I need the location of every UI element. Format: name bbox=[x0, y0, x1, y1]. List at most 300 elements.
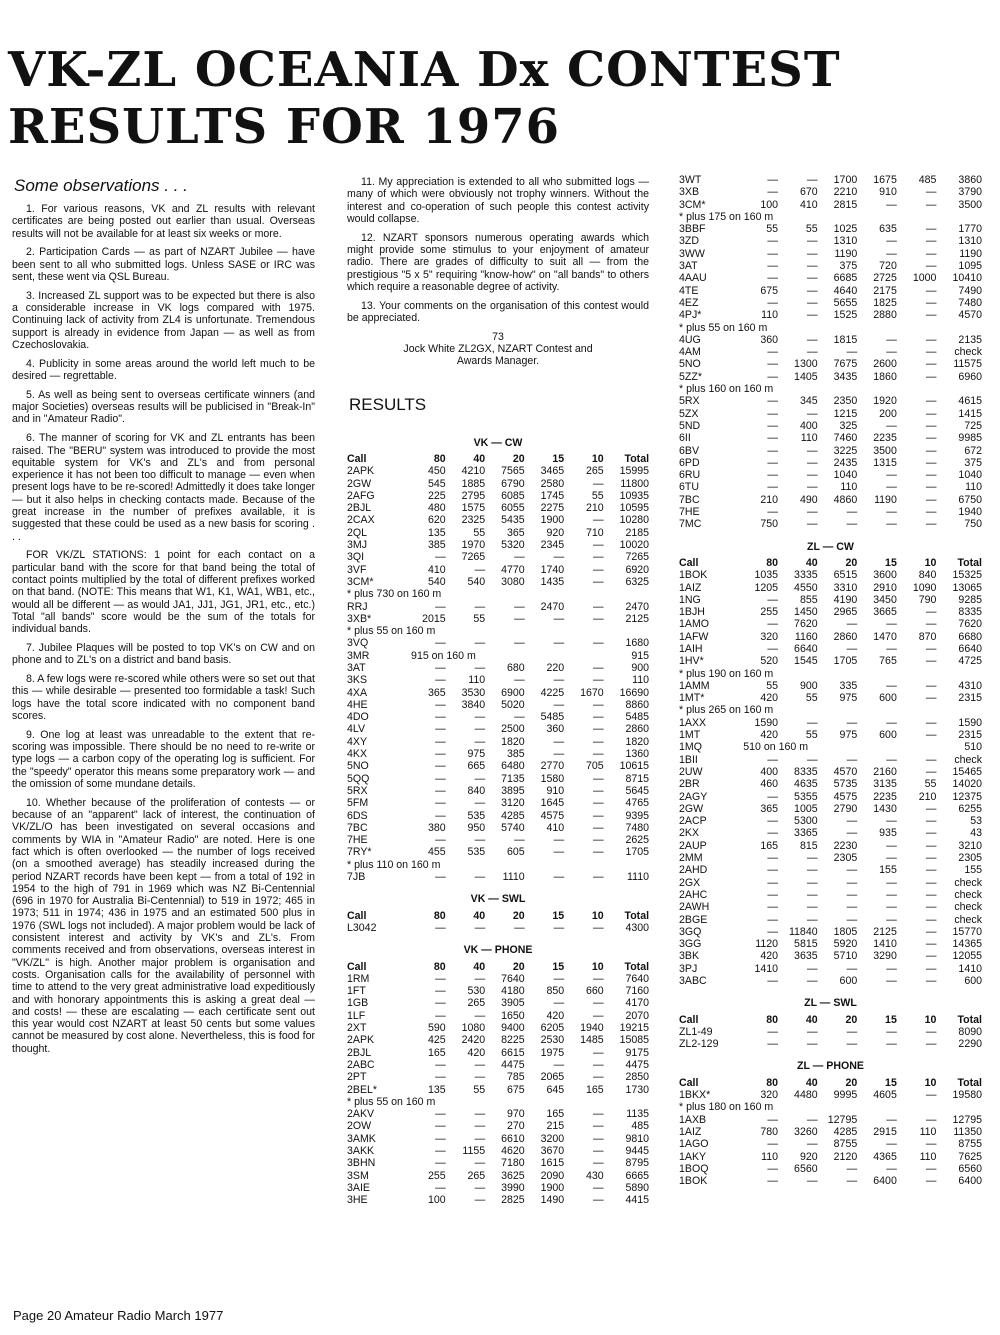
score-cell: — bbox=[514, 551, 525, 564]
table-row bbox=[347, 527, 649, 539]
vk-phone-table-continued bbox=[679, 174, 982, 531]
score-cell: 510 bbox=[964, 741, 982, 754]
score-cell: — bbox=[593, 1120, 604, 1133]
call-sign: 6DS bbox=[347, 809, 368, 822]
score-cell: 255 bbox=[760, 606, 779, 619]
score-cell: — bbox=[807, 346, 818, 359]
score-cell: 3335 bbox=[794, 569, 818, 582]
score-cell: 535 bbox=[467, 846, 486, 859]
score-cell: 6085 bbox=[501, 489, 525, 502]
score-cell: 4190 bbox=[833, 593, 858, 606]
table-row bbox=[679, 297, 982, 309]
score-cell: 5485 bbox=[540, 711, 565, 724]
score-cell: 3905 bbox=[501, 997, 525, 1010]
score-cell: 3500 bbox=[958, 198, 982, 211]
score-cell: — bbox=[925, 395, 937, 408]
call-sign: 3AMK bbox=[347, 1132, 376, 1145]
score-cell: 6900 bbox=[501, 686, 525, 699]
score-cell: — bbox=[435, 1108, 446, 1121]
score-cell: 6610 bbox=[501, 1132, 525, 1145]
table-row bbox=[347, 674, 649, 686]
score-cell: 375 bbox=[964, 456, 982, 469]
score-cell: — bbox=[807, 333, 818, 346]
score-cell: — bbox=[886, 198, 897, 211]
score-cell: — bbox=[593, 1144, 604, 1157]
score-cell: — bbox=[807, 1113, 818, 1126]
call-sign: 7MC bbox=[679, 518, 702, 531]
score-cell: 400 bbox=[760, 765, 779, 778]
score-cell: 3435 bbox=[833, 370, 858, 383]
score-cell: 780 bbox=[760, 1125, 779, 1138]
bonus-note: * plus 55 on 160 m bbox=[347, 1095, 436, 1108]
column-header: 40 bbox=[473, 452, 486, 465]
score-cell: 8225 bbox=[501, 1034, 525, 1047]
score-cell: 605 bbox=[506, 846, 525, 859]
score-cell: — bbox=[767, 1025, 779, 1038]
score-cell: — bbox=[846, 864, 858, 877]
column-header: 10 bbox=[924, 1013, 937, 1026]
call-sign: 4AAU bbox=[679, 272, 707, 285]
score-cell: — bbox=[593, 735, 604, 748]
score-cell: — bbox=[767, 593, 779, 606]
score-cell: 165 bbox=[585, 1083, 604, 1096]
table-row bbox=[679, 1114, 982, 1126]
score-cell: 3840 bbox=[461, 698, 486, 711]
score-cell: — bbox=[846, 506, 858, 519]
score-cell: 1090 bbox=[912, 581, 937, 594]
score-cell: 6640 bbox=[794, 642, 818, 655]
score-cell: — bbox=[474, 1132, 486, 1145]
score-cell: 600 bbox=[964, 975, 982, 987]
score-cell: — bbox=[925, 716, 937, 729]
signoff-line: 73 bbox=[492, 330, 504, 343]
table-row bbox=[679, 692, 982, 704]
score-cell: 5355 bbox=[794, 790, 818, 803]
score-cell: — bbox=[807, 272, 818, 285]
score-cell: — bbox=[435, 662, 446, 674]
score-cell: — bbox=[435, 723, 446, 736]
score-cell: — bbox=[925, 493, 937, 506]
call-sign: 3ABC bbox=[679, 975, 707, 987]
score-cell: — bbox=[925, 419, 937, 432]
score-cell: — bbox=[846, 827, 858, 840]
score-cell: — bbox=[474, 834, 486, 847]
score-cell: check bbox=[954, 888, 982, 901]
score-cell: — bbox=[767, 432, 779, 445]
call-sign: 7HE bbox=[347, 834, 368, 847]
score-cell: — bbox=[593, 748, 604, 761]
score-cell: — bbox=[807, 1138, 818, 1151]
score-cell: — bbox=[807, 753, 818, 766]
score-cell: 680 bbox=[506, 662, 525, 674]
score-cell: — bbox=[435, 711, 446, 724]
score-cell: 910 bbox=[546, 784, 565, 797]
score-cell: — bbox=[807, 407, 818, 420]
table-row bbox=[347, 846, 649, 858]
score-cell: 165 bbox=[428, 1046, 446, 1059]
score-cell: — bbox=[593, 1046, 604, 1059]
score-cell: 1000 bbox=[912, 272, 937, 285]
score-cell: — bbox=[807, 1175, 818, 1188]
call-sign: 2KX bbox=[679, 827, 700, 840]
score-cell: — bbox=[767, 790, 779, 803]
score-cell: 3200 bbox=[540, 1132, 565, 1145]
score-cell: 200 bbox=[879, 407, 897, 420]
score-cell: 6560 bbox=[958, 1162, 982, 1175]
call-sign: RRJ bbox=[347, 600, 368, 613]
score-cell: 7480 bbox=[958, 296, 982, 309]
score-cell: 485 bbox=[918, 174, 937, 186]
score-cell: 6400 bbox=[958, 1175, 982, 1188]
score-cell: 1190 bbox=[834, 247, 858, 260]
score-cell: — bbox=[593, 871, 604, 884]
table-row bbox=[679, 827, 982, 839]
score-cell: 4415 bbox=[625, 1194, 650, 1207]
score-cell: — bbox=[925, 753, 937, 766]
score-cell: — bbox=[925, 864, 937, 877]
score-cell: 3290 bbox=[873, 950, 897, 963]
score-cell: 5300 bbox=[794, 815, 818, 828]
score-cell: 1740 bbox=[540, 563, 565, 576]
score-cell: 5655 bbox=[833, 296, 858, 309]
column-header: 80 bbox=[433, 960, 446, 973]
score-cell: — bbox=[435, 985, 446, 998]
call-sign: 4TE bbox=[679, 284, 699, 297]
vk-phone-table bbox=[347, 944, 649, 1206]
table-row bbox=[347, 539, 649, 551]
call-sign: 1AXX bbox=[679, 716, 707, 729]
score-cell: 8755 bbox=[833, 1138, 858, 1151]
table-row bbox=[347, 1022, 649, 1034]
table-row bbox=[679, 248, 982, 260]
score-cell: 2625 bbox=[625, 834, 650, 847]
score-cell: — bbox=[886, 753, 897, 766]
score-cell: 2235 bbox=[873, 432, 897, 445]
column-header: 10 bbox=[591, 452, 604, 465]
table-row bbox=[679, 481, 982, 493]
table-row bbox=[347, 773, 649, 785]
call-sign: 1NG bbox=[679, 593, 701, 606]
score-cell: — bbox=[474, 871, 486, 884]
score-cell: 55 bbox=[473, 612, 486, 625]
score-cell: 3670 bbox=[540, 1144, 565, 1157]
score-cell: — bbox=[925, 765, 937, 778]
score-cell: 4285 bbox=[833, 1125, 858, 1138]
table-row bbox=[347, 576, 649, 588]
call-sign: 3PJ bbox=[679, 962, 698, 975]
observation-paragraph: 10. Whether because of the proliferation of contests — or because of an "apparent" lack of interest, the continuation of VK/ZL/O has been investigated on several occasions and comments by WIA in "Amateur Radio" are noted. Here is one fact which is often overlooked — the number of logs received (on a smoothed average) has steadily increased during the period NZART records have been kept — from a total of 192 in 1954 to the high of 791 in 1969 which was NZ Bi-Centennial (696 in 1970 for Australia Bi-Centennial) to 519 in 1972; 465 in 1973; 511 in 1974; 436 in 1975 and an estimated 500 plus in 1976 (SWL logs not included). A major problem would be lack of consistent interest and activity by VK's and ZL's. From comments received and from observations, overseas interest in "VK/ZL" is high. Another major problem is organisation and costs. Organisation calls for the availability of personnel with time to attend to the very great administrative load expeditiously and with honorary appointments this is asking a great deal — and costs! — these are escalating — each certificate sent out this year would cost NZART at least 50 cents but some values cannot be measured by cost alone. Nevertheless, this is food for thought. bbox=[12, 796, 315, 1055]
score-cell: 1080 bbox=[461, 1022, 486, 1035]
score-cell: 385 bbox=[428, 539, 446, 552]
score-cell: 11800 bbox=[620, 477, 650, 490]
score-cell: 215 bbox=[546, 1120, 565, 1133]
score-cell: 7160 bbox=[625, 985, 650, 998]
call-sign: 1AFW bbox=[679, 630, 709, 643]
score-cell: 1190 bbox=[959, 247, 982, 260]
score-cell: 9395 bbox=[625, 809, 650, 822]
score-cell: 15085 bbox=[619, 1034, 650, 1047]
score-cell: — bbox=[593, 921, 604, 934]
score-cell: 2210 bbox=[833, 186, 858, 199]
page-title bbox=[8, 42, 841, 156]
score-cell: — bbox=[474, 600, 486, 613]
score-cell: 4860 bbox=[833, 493, 858, 506]
bonus-note: * plus 730 on 160 m bbox=[347, 588, 442, 601]
table-row bbox=[679, 766, 982, 778]
column-header: 15 bbox=[885, 556, 897, 569]
table-row bbox=[347, 748, 649, 760]
score-cell: — bbox=[593, 551, 604, 564]
score-cell: 1300 bbox=[794, 358, 818, 371]
score-cell: 365 bbox=[428, 686, 446, 699]
table-row bbox=[347, 687, 649, 699]
call-sign: 3BK bbox=[679, 950, 700, 963]
call-sign: 4AM bbox=[679, 346, 701, 359]
bonus-note: * plus 110 on 160 m bbox=[347, 858, 441, 871]
score-cell: 1900 bbox=[540, 514, 565, 527]
score-cell: 10410 bbox=[952, 272, 982, 285]
column-header: 15 bbox=[552, 909, 565, 922]
score-cell: 410 bbox=[799, 198, 818, 211]
bonus-note: * plus 55 on 160 m bbox=[679, 321, 768, 334]
score-cell: — bbox=[767, 174, 779, 186]
score-cell: — bbox=[886, 1113, 897, 1126]
score-cell: — bbox=[593, 846, 604, 859]
score-cell: — bbox=[514, 637, 525, 650]
table-row bbox=[347, 1047, 649, 1059]
score-cell: 2230 bbox=[833, 839, 858, 852]
score-cell: 975 bbox=[839, 692, 858, 705]
call-sign: 1AMO bbox=[679, 618, 710, 631]
score-cell: 3120 bbox=[501, 797, 525, 810]
score-cell: 6615 bbox=[501, 1046, 525, 1059]
score-cell: 270 bbox=[506, 1120, 525, 1133]
table-row bbox=[679, 285, 982, 297]
call-sign: ZL1-49 bbox=[679, 1025, 713, 1038]
call-sign: 2BJL bbox=[347, 502, 372, 515]
score-cell: — bbox=[767, 456, 779, 469]
section-title: ZL — CW bbox=[807, 540, 854, 553]
score-cell: — bbox=[593, 809, 604, 822]
score-cell: — bbox=[925, 888, 937, 901]
call-sign: 5NO bbox=[347, 760, 369, 773]
score-cell: 1705 bbox=[625, 846, 650, 859]
score-cell: 3530 bbox=[461, 686, 486, 699]
table-row bbox=[679, 926, 982, 938]
score-cell: 2090 bbox=[540, 1169, 565, 1182]
score-cell: 6665 bbox=[625, 1169, 650, 1182]
call-sign: 4HE bbox=[347, 698, 368, 711]
table-row bbox=[347, 985, 649, 997]
section-title: ZL — SWL bbox=[804, 997, 857, 1010]
score-cell: check bbox=[954, 876, 982, 889]
score-cell: — bbox=[474, 637, 486, 650]
score-cell: 110 bbox=[800, 432, 818, 445]
score-cell: 4285 bbox=[501, 809, 525, 822]
score-cell: — bbox=[925, 1138, 937, 1151]
score-cell: — bbox=[886, 618, 897, 631]
call-sign: 5FM bbox=[347, 797, 369, 810]
score-cell: 11350 bbox=[953, 1125, 982, 1138]
score-cell: — bbox=[925, 950, 937, 963]
score-cell: — bbox=[593, 539, 604, 552]
score-cell: — bbox=[474, 1071, 486, 1084]
score-cell: 815 bbox=[799, 839, 818, 852]
score-cell: — bbox=[886, 716, 897, 729]
table-row bbox=[347, 871, 649, 883]
score-cell: 675 bbox=[760, 284, 779, 297]
score-cell: — bbox=[925, 876, 937, 889]
score-cell: — bbox=[846, 913, 858, 926]
score-cell: — bbox=[553, 871, 565, 884]
call-sign: 4DO bbox=[347, 711, 369, 724]
call-sign: 2BEL* bbox=[347, 1083, 378, 1096]
score-cell: 850 bbox=[546, 985, 565, 998]
call-sign: 2PT bbox=[347, 1071, 367, 1084]
score-cell: — bbox=[435, 797, 446, 810]
call-sign: 3BHN bbox=[347, 1157, 376, 1170]
section-title: VK — PHONE bbox=[463, 944, 533, 957]
score-cell: — bbox=[593, 821, 604, 834]
score-cell: 2860 bbox=[625, 723, 650, 736]
score-cell: — bbox=[925, 975, 937, 987]
observation-paragraph: 7. Jubilee Plaques will be posted to top VK's on CW and on phone and to ZL's on a district and band basis. bbox=[12, 642, 315, 667]
score-cell: 7620 bbox=[794, 618, 818, 631]
table-row bbox=[347, 1010, 649, 1022]
score-cell: 420 bbox=[546, 1009, 565, 1022]
score-cell: — bbox=[807, 174, 818, 186]
call-sign: 3MR bbox=[347, 649, 370, 662]
score-cell: — bbox=[925, 1025, 937, 1038]
score-cell: — bbox=[846, 1162, 858, 1175]
score-cell: — bbox=[925, 642, 937, 655]
score-cell: 3080 bbox=[501, 575, 525, 588]
call-sign: 3CM* bbox=[679, 198, 706, 211]
score-cell: 110 bbox=[632, 674, 650, 687]
score-cell: 7565 bbox=[501, 465, 525, 478]
score-cell: 670 bbox=[799, 186, 818, 199]
score-cell: — bbox=[474, 1108, 486, 1121]
score-cell: — bbox=[925, 223, 937, 236]
score-cell: — bbox=[435, 1058, 446, 1071]
score-cell: — bbox=[593, 784, 604, 797]
score-cell: 14020 bbox=[952, 778, 982, 791]
score-cell: 4570 bbox=[958, 309, 982, 322]
results-column bbox=[347, 176, 649, 1206]
table-row bbox=[679, 582, 982, 594]
call-sign: 1MT bbox=[679, 729, 701, 742]
score-cell: — bbox=[435, 1132, 446, 1145]
table-row bbox=[679, 1038, 982, 1050]
table-row bbox=[347, 973, 649, 985]
column-header: Total bbox=[624, 909, 650, 922]
table-row bbox=[347, 650, 649, 662]
score-cell: 345 bbox=[799, 395, 818, 408]
score-cell: 975 bbox=[839, 729, 858, 742]
table-row bbox=[679, 655, 982, 667]
score-cell: — bbox=[925, 802, 937, 815]
score-cell: 672 bbox=[964, 444, 982, 457]
score-cell: — bbox=[925, 358, 937, 371]
score-cell: 4605 bbox=[873, 1089, 897, 1102]
call-sign: L3042 bbox=[347, 921, 377, 934]
score-cell: 5320 bbox=[501, 539, 525, 552]
table-row bbox=[679, 631, 982, 643]
score-cell: — bbox=[553, 834, 565, 847]
column-header: 40 bbox=[473, 960, 486, 973]
score-cell: 1940 bbox=[580, 1022, 604, 1035]
score-cell: 2135 bbox=[958, 333, 982, 346]
call-sign: 2APK bbox=[347, 1034, 375, 1047]
call-sign: 3XB bbox=[679, 186, 700, 199]
score-cell: 110 bbox=[919, 1150, 937, 1163]
table-row bbox=[347, 736, 649, 748]
score-cell: 1815 bbox=[833, 333, 858, 346]
score-cell: — bbox=[767, 913, 779, 926]
score-cell: — bbox=[474, 1058, 486, 1071]
column-header: 10 bbox=[591, 960, 604, 973]
score-cell: — bbox=[767, 260, 779, 273]
score-cell: 840 bbox=[467, 784, 486, 797]
score-cell: 2070 bbox=[625, 1009, 650, 1022]
table-row bbox=[347, 551, 649, 563]
score-cell: 2350 bbox=[833, 395, 858, 408]
score-cell: 1675 bbox=[873, 174, 897, 186]
score-cell: — bbox=[767, 901, 779, 914]
score-cell: 3365 bbox=[794, 827, 818, 840]
score-cell: 335 bbox=[839, 679, 858, 692]
score-cell: 5645 bbox=[625, 784, 650, 797]
column-header: 20 bbox=[845, 1013, 858, 1026]
column-header: Call bbox=[347, 452, 367, 465]
score-cell: 490 bbox=[799, 493, 818, 506]
score-cell: 2850 bbox=[625, 1071, 650, 1084]
score-cell: 2325 bbox=[461, 514, 486, 527]
score-cell: — bbox=[925, 962, 937, 975]
score-cell: 1360 bbox=[625, 748, 650, 761]
call-sign: 2AWH bbox=[679, 901, 710, 914]
score-cell: — bbox=[807, 913, 818, 926]
score-cell: 1645 bbox=[540, 797, 565, 810]
table-row bbox=[347, 1133, 649, 1145]
table-row bbox=[347, 502, 649, 514]
call-sign: 1RM bbox=[347, 972, 370, 985]
score-cell: — bbox=[767, 407, 779, 420]
score-cell: 705 bbox=[585, 760, 604, 773]
score-cell: 53 bbox=[970, 815, 982, 828]
column-header: 10 bbox=[591, 909, 604, 922]
score-cell: — bbox=[925, 296, 937, 309]
score-cell: — bbox=[593, 1071, 604, 1084]
score-cell: 55 bbox=[805, 223, 818, 236]
score-cell: 2275 bbox=[540, 502, 565, 515]
score-cell: 2420 bbox=[461, 1034, 486, 1047]
score-cell: — bbox=[886, 975, 897, 987]
observations-heading: Some observations . . . bbox=[14, 176, 188, 195]
score-cell: 750 bbox=[760, 518, 779, 531]
score-cell: 1410 bbox=[958, 962, 982, 975]
table-row bbox=[679, 717, 982, 729]
score-cell: 6560 bbox=[794, 1162, 818, 1175]
score-cell: 4210 bbox=[461, 465, 486, 478]
score-cell: 6325 bbox=[625, 575, 650, 588]
score-cell: — bbox=[807, 260, 818, 273]
score-cell: — bbox=[925, 901, 937, 914]
column-header: 80 bbox=[433, 452, 446, 465]
table-row bbox=[347, 601, 649, 613]
call-sign: 2BGE bbox=[679, 913, 708, 926]
table-row bbox=[679, 754, 982, 766]
